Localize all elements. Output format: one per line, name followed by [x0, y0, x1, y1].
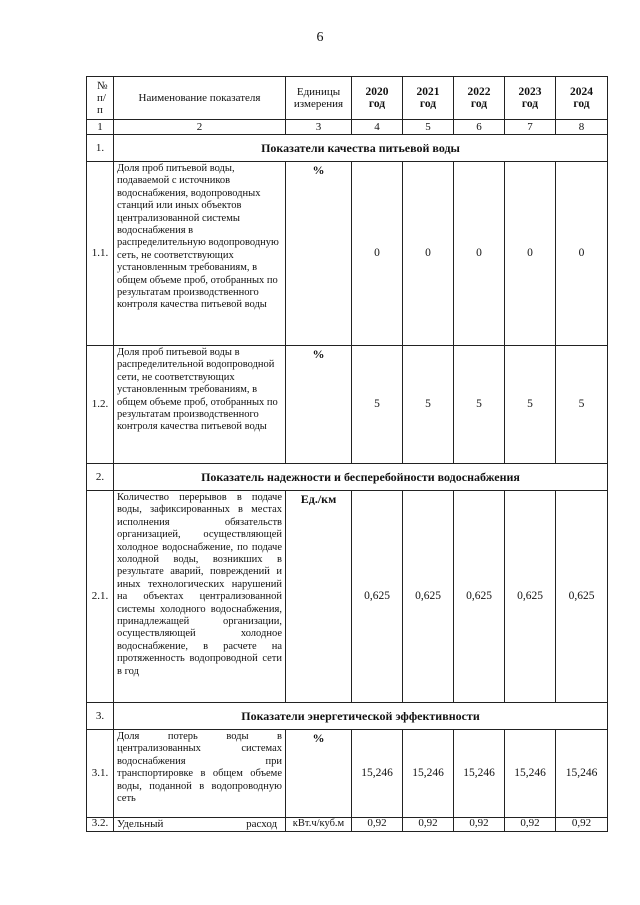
indicator-row: [87, 818, 608, 832]
indicator-value: 0,92: [505, 818, 556, 832]
column-number: 3: [286, 120, 352, 135]
indicator-value: 5: [403, 346, 454, 464]
indicator-row: [87, 346, 608, 464]
indicator-name: Доля проб питьевой воды, подаваемой с источников водоснабжения, водопроводных станций или иных объектов централизованной системы водоснабжения в распределительную водопроводную сеть, не соответствующих установленным требованиям, в общем объеме проб, отобранных по результатам производственного контроля качества питьевой воды: [114, 162, 286, 346]
column-number: 1: [87, 120, 114, 135]
indicator-name: Удельный расход: [114, 818, 286, 832]
indicator-value: 0: [556, 162, 608, 346]
table-header-row: [87, 77, 608, 120]
section-row: [87, 703, 608, 730]
indicator-unit: %: [286, 162, 352, 346]
indicator-row: [87, 162, 608, 346]
indicator-value: 0,625: [403, 491, 454, 703]
indicator-value: 5: [556, 346, 608, 464]
header-unit: Единицы измерения: [286, 77, 352, 120]
indicator-value: 0,625: [352, 491, 403, 703]
indicator-value: 0,625: [454, 491, 505, 703]
indicator-value: 0,92: [352, 818, 403, 832]
indicator-value: 0: [352, 162, 403, 346]
column-number: 2: [114, 120, 286, 135]
column-number: 8: [556, 120, 608, 135]
indicator-value: 0: [403, 162, 454, 346]
indicator-row: [87, 491, 608, 703]
indicator-value: 0,92: [403, 818, 454, 832]
page-number: 6: [316, 30, 324, 45]
indicator-value: 15,246: [403, 730, 454, 818]
section-number: 2.: [87, 464, 114, 491]
indicators-table: [86, 76, 608, 832]
section-title: Показатель надежности и бесперебойности водоснабжения: [114, 464, 608, 491]
indicator-number: 1.1.: [87, 162, 114, 346]
indicator-unit: Ед./км: [286, 491, 352, 703]
indicator-value: 0,92: [556, 818, 608, 832]
indicator-value: 0: [454, 162, 505, 346]
indicator-unit: кВт.ч/куб.м: [286, 818, 352, 832]
section-title: Показатели качества питьевой воды: [114, 135, 608, 162]
header-num: № п/п: [87, 77, 114, 120]
section-number: 3.: [87, 703, 114, 730]
indicator-value: 5: [352, 346, 403, 464]
column-number: 4: [352, 120, 403, 135]
header-year: 2023 год: [505, 77, 556, 120]
indicator-number: 2.1.: [87, 491, 114, 703]
indicator-name: Количество перерывов в подаче воды, зафиксированных в местах исполнения обязательств организацией, осуществляющей холодное водоснабжение, по подаче холодной воды, возникших в результате аварий, повреждений и иных технологических нарушений на объектах централизованной системы холодного водоснабжения, принадлежащей организации, осуществляющей холодное водоснабжение, в расчете на протяженность водопроводной сети в год: [114, 491, 286, 703]
indicator-value: 0,625: [505, 491, 556, 703]
indicator-value: 0,92: [454, 818, 505, 832]
section-row: [87, 464, 608, 491]
header-year: 2020 год: [352, 77, 403, 120]
header-year: 2024 год: [556, 77, 608, 120]
indicator-unit: %: [286, 730, 352, 818]
indicator-number: 3.1.: [87, 730, 114, 818]
column-number: 6: [454, 120, 505, 135]
header-name: Наименование показателя: [114, 77, 286, 120]
section-row: [87, 135, 608, 162]
indicator-name: Доля проб питьевой воды в распределительной водопроводной сети, не соответствующих установленным требованиям, в общем объеме проб, отобранных по результатам производственного контроля качества питьевой воды: [114, 346, 286, 464]
column-number-row: [87, 120, 608, 135]
indicator-value: 5: [454, 346, 505, 464]
section-title: Показатели энергетической эффективности: [114, 703, 608, 730]
header-year: 2022 год: [454, 77, 505, 120]
column-number: 7: [505, 120, 556, 135]
indicator-value: 15,246: [352, 730, 403, 818]
indicator-number: 3.2.: [87, 818, 114, 832]
header-year: 2021 год: [403, 77, 454, 120]
indicator-unit: %: [286, 346, 352, 464]
indicator-value: 5: [505, 346, 556, 464]
column-number: 5: [403, 120, 454, 135]
indicator-name: Доля потерь воды в централизованных системах водоснабжения при транспортировке в общем объеме воды, поданной в водопроводную сеть: [114, 730, 286, 818]
indicator-number: 1.2.: [87, 346, 114, 464]
indicator-value: 15,246: [505, 730, 556, 818]
indicator-value: 0,625: [556, 491, 608, 703]
indicator-value: 15,246: [556, 730, 608, 818]
section-number: 1.: [87, 135, 114, 162]
indicator-row: [87, 730, 608, 818]
indicator-value: 15,246: [454, 730, 505, 818]
indicator-value: 0: [505, 162, 556, 346]
